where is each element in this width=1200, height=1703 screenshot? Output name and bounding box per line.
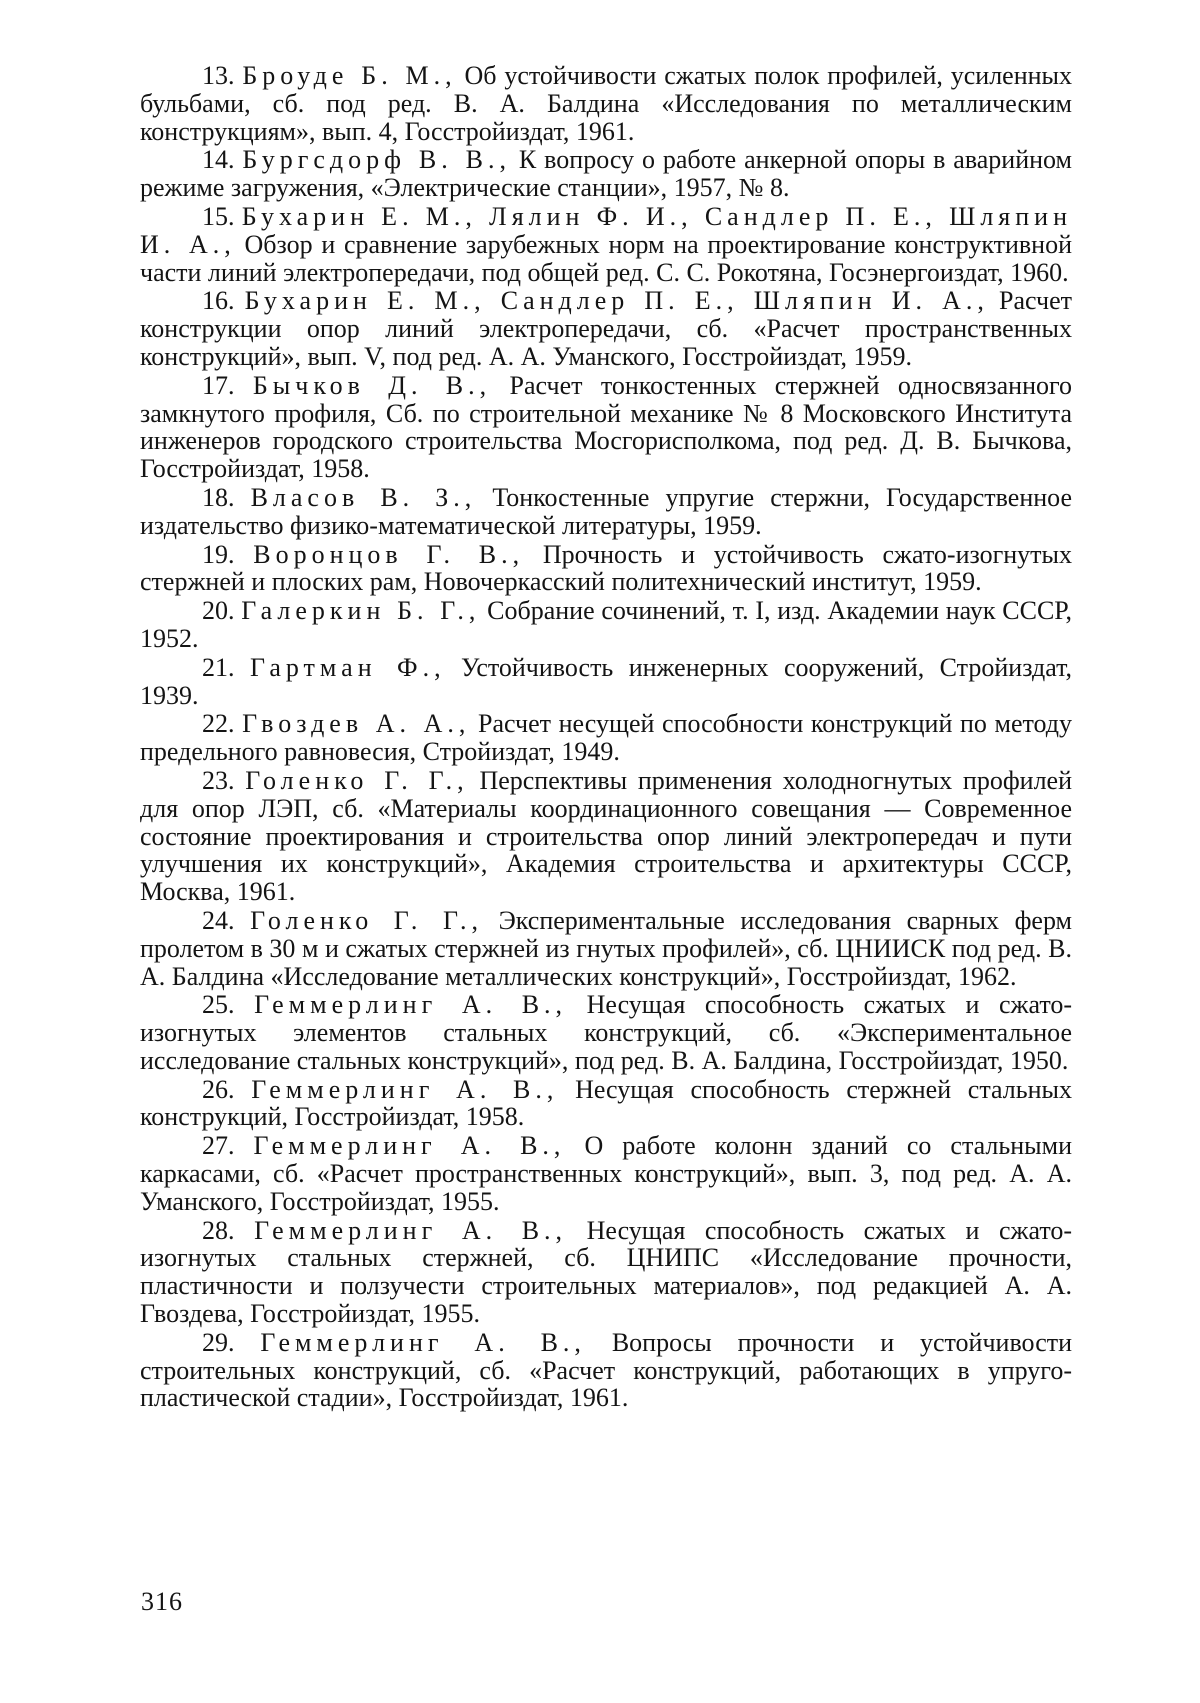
reference-text: Прочность и устойчивость сжато-изогнутых стержней и плоских рам, Новочеркасский политехнический институт, 1959.: [140, 539, 1073, 597]
page-number: 316: [141, 1587, 183, 1616]
reference-entry: [140, 287, 1072, 370]
reference-text: Расчет несущей способности конструкций по методу предельного равновесия, Стройиздат, 1949.: [140, 709, 1073, 767]
reference-entry: [140, 767, 1072, 906]
reference-text: К вопросу о работе анкерной опоры в аварийном режиме загружения, «Электрические станции», 1957, № 8.: [140, 145, 1073, 203]
reference-entry: [140, 62, 1072, 145]
reference-entry: [140, 1217, 1072, 1328]
reference-entry: [140, 484, 1072, 540]
reference-entry: [140, 907, 1072, 990]
reference-author: Голенко Г. Г.,: [245, 765, 469, 795]
reference-author: Геммерлинг А. В.,: [254, 990, 568, 1020]
reference-number: 27.: [202, 1131, 235, 1161]
reference-entry: [140, 654, 1072, 710]
reference-text: Расчет конструкции опор линий электропередачи, сб. «Расчет пространственных конструкций», вып. V, под ред. А. А. Уманского, Госстройиздат, 1959.: [140, 286, 1073, 371]
reference-text: Об устойчивости сжатых полок профилей, усиленных бульбами, сб. под ред. В. А. Балдина «Исследования по металлическим конструкциям», вып. 4, Госстройиздат, 1961.: [140, 61, 1072, 146]
reference-entry: [140, 710, 1072, 766]
reference-number: 28.: [202, 1215, 235, 1245]
reference-author: Геммерлинг А. В.,: [254, 1215, 568, 1245]
reference-text: Вопросы прочности и устойчивости строительных конструкций, сб. «Расчет конструкций, работающих в упруго-пластической стадии», Госстройиздат, 1961.: [140, 1327, 1073, 1413]
reference-author: Воронцов Г. В.,: [253, 539, 525, 569]
reference-author: Галеркин Б. Г.,: [241, 596, 481, 626]
reference-author: Бухарин Е. М., Лялин Ф. И., Сандлер П. Е., Шляпин И. А.,: [140, 201, 1072, 259]
reference-text: Расчет тонкостенных стержней односвязанного замкнутого профиля, Сб. по строительной механике № 8 Московского Института инженеров городского строительства Мосгорисполкома, под ред. Д. В. Бычкова, Госстройиздат, 1958.: [140, 370, 1073, 484]
reference-number: 17.: [202, 370, 235, 400]
reference-author: Гартман Ф.,: [249, 652, 446, 682]
reference-entry: [140, 991, 1072, 1074]
reference-text: Экспериментальные исследования сварных ферм пролетом в 30 м и сжатых стержней из гнутых профилей», сб. ЦНИИСК под ред. В. А. Балдина «Исследование металлических конструкций», Госстройиздат, 1962.: [140, 905, 1073, 991]
reference-entry: [140, 146, 1072, 202]
reference-text: Несущая способность сжатых и сжато-изогнутых стальных стержней, сб. ЦНИПС «Исследование прочности, пластичности и ползучести строительных материалов», под редакцией А. А. Гвоздева, Госстройиздат, 1955.: [140, 1215, 1073, 1329]
reference-text: Несущая способность сжатых и сжато-изогнутых элементов стальных конструкций, сб. «Экспериментальное исследование стальных конструкций», под ред. В. А. Балдина, Госстройиздат, 1950.: [140, 990, 1073, 1075]
reference-number: 25.: [202, 990, 235, 1020]
reference-author: Бухарин Е. М., Сандлер П. Е., Шляпин И. А.,: [244, 286, 989, 316]
reference-author: Голенко Г. Г.,: [250, 905, 484, 935]
reference-text: Тонкостенные упругие стержни, Государственное издательство физико-математической литературы, 1959.: [140, 482, 1073, 540]
reference-entry: [140, 1076, 1072, 1132]
reference-text: Устойчивость инженерных сооружений, Стройиздат, 1939.: [140, 652, 1072, 710]
reference-list: [140, 62, 1072, 1413]
reference-author: Геммерлинг А. В.,: [251, 1074, 559, 1104]
reference-entry: [140, 541, 1072, 597]
reference-author: Геммерлинг А. В.,: [260, 1327, 586, 1357]
reference-text: О работе колонн зданий со стальными каркасами, сб. «Расчет пространственных конструкций», вып. 3, под ред. А. А. Уманского, Госстройиздат, 1955.: [140, 1131, 1072, 1216]
reference-author: Гвоздев А. А.,: [242, 709, 471, 739]
reference-author: Бычков Д. В.,: [252, 370, 492, 400]
reference-entry: [140, 1329, 1072, 1412]
reference-number: 16.: [202, 286, 235, 316]
reference-entry: [140, 597, 1072, 653]
reference-text: Перспективы применения холодногнутых профилей для опор ЛЭП, сб. «Материалы координационного совещания — Современное состояние проектирования и строительства опор линий электропередач и пути улучшения их конструкций», Академия строительства и архитектуры СССР, Москва, 1961.: [140, 765, 1073, 907]
reference-author: Бургсдорф В. В.,: [242, 145, 511, 175]
reference-entry: [140, 372, 1072, 483]
reference-entry: [140, 203, 1072, 286]
reference-number: 15.: [202, 201, 235, 231]
reference-number: 23.: [202, 765, 235, 795]
reference-number: 18.: [202, 482, 235, 512]
reference-author: Геммерлинг А. В.,: [253, 1131, 566, 1161]
reference-author: Броуде Б. М.,: [242, 61, 457, 90]
reference-author: Власов В. З.,: [250, 482, 477, 512]
reference-number: 14.: [202, 145, 235, 175]
reference-text: Несущая способность стержней стальных конструкций, Госстройиздат, 1958.: [140, 1074, 1073, 1132]
reference-text: Обзор и сравнение зарубежных норм на проектирование конструктивной части линий электропередачи, под общей ред. С. С. Рокотяна, Госэнергоиздат, 1960.: [140, 229, 1072, 287]
reference-number: 20.: [202, 596, 235, 626]
reference-number: 24.: [202, 905, 235, 935]
reference-number: 26.: [202, 1074, 235, 1104]
reference-number: 22.: [202, 709, 235, 739]
reference-entry: [140, 1132, 1072, 1215]
reference-number: 29.: [202, 1327, 235, 1357]
reference-number: 21.: [202, 652, 235, 682]
reference-number: 13.: [202, 61, 235, 90]
reference-text: Собрание сочинений, т. I, изд. Академии наук СССР, 1952.: [140, 596, 1073, 653]
reference-number: 19.: [202, 539, 235, 569]
